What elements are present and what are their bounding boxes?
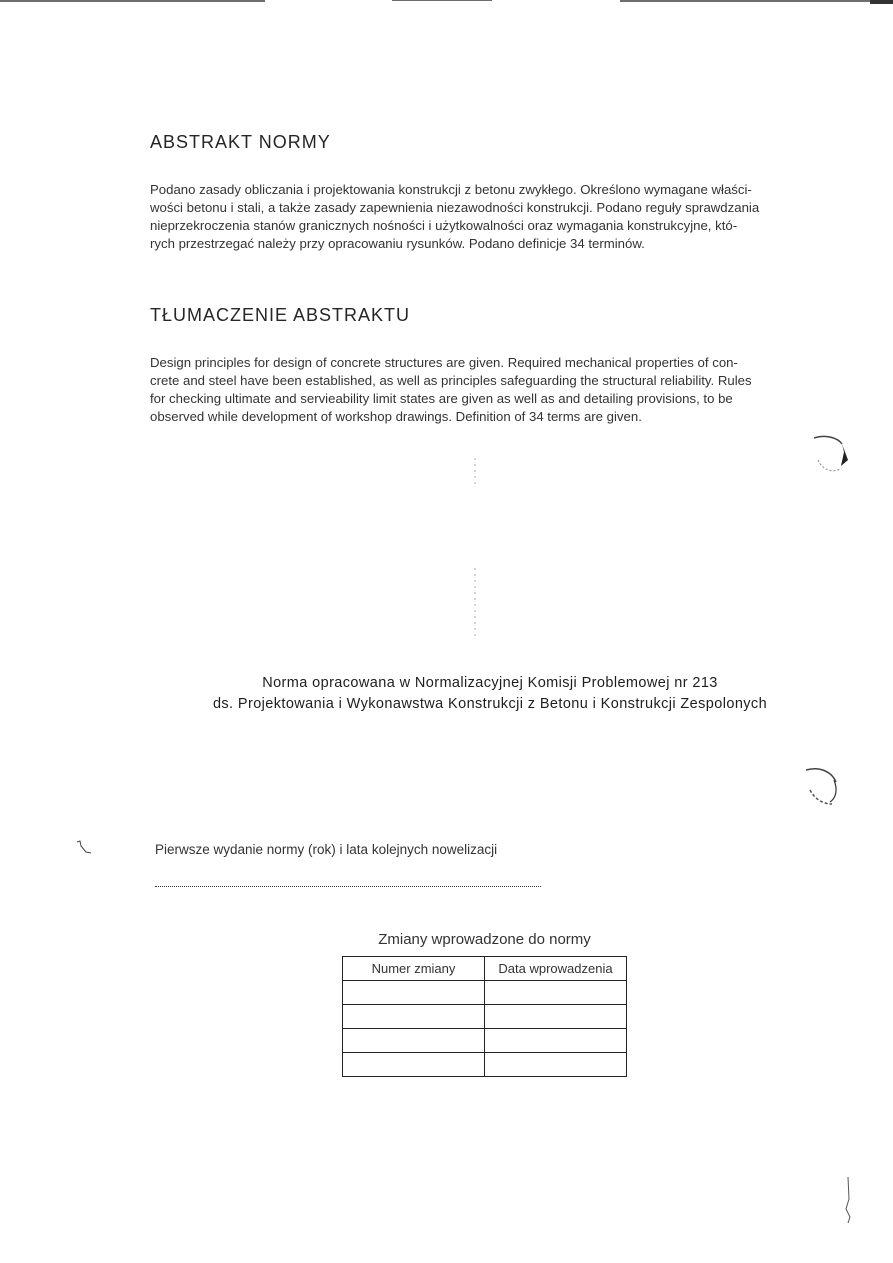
table-cell [485, 981, 627, 1005]
first-edition-label: Pierwsze wydanie normy (rok) i lata kolejnych nowelizacji [155, 842, 498, 857]
table-header-row [343, 957, 627, 981]
abstract-line: rych przestrzegać należy przy opracowaniu rysunków. Podano definicje 34 terminów. [150, 236, 645, 251]
binder-hole-mark [802, 764, 852, 814]
translation-paragraph [150, 354, 812, 426]
top-edge-rule [870, 0, 893, 4]
table-row [343, 1005, 627, 1029]
top-edge-rule [620, 0, 870, 2]
table-cell [343, 981, 485, 1005]
abstract-line: Podano zasady obliczania i projektowania konstrukcji z betonu zwykłego. Określono wymagane właści- [150, 182, 752, 197]
table-cell [343, 1029, 485, 1053]
table-cell [485, 1029, 627, 1053]
table-row [343, 1053, 627, 1077]
table-cell [343, 1053, 485, 1077]
abstract-paragraph [150, 181, 812, 253]
translation-line: observed while development of workshop drawings. Definition of 34 terms are given. [150, 409, 642, 424]
abstract-heading: ABSTRAKT NORMY [150, 132, 331, 152]
table-row [343, 1029, 627, 1053]
column-header-change-number: Numer zmiany [343, 957, 485, 981]
table-cell [485, 1053, 627, 1077]
pen-scribble [74, 838, 94, 858]
committee-line-2: ds. Projektowania i Wykonawstwa Konstrukcji z Betonu i Konstrukcji Zespolonych [212, 696, 768, 712]
abstract-line: nieprzekroczenia stanów granicznych nośności i użytkowalności oraz wymagania konstrukcyjne, któ- [150, 218, 738, 233]
translation-line: for checking ultimate and servieability limit states are given as well as and detailing provisions, to be [150, 391, 733, 406]
translation-line: crete and steel have been established, as well as principles safeguarding the structural reliability. Rules [150, 373, 752, 388]
changes-title: Zmiany wprowadzone do normy [378, 931, 591, 948]
committee-line-1: Norma opracowana w Normalizacyjnej Komisji Problemowej nr 213 [262, 675, 718, 691]
table-cell [485, 1005, 627, 1029]
committee-note [140, 673, 840, 715]
translation-heading: TŁUMACZENIE ABSTRAKTU [150, 305, 411, 325]
column-header-date: Data wprowadzenia [485, 957, 627, 981]
first-edition-dotted-line [155, 886, 541, 887]
abstract-line: wości betonu i stali, a także zasady zapewnienia niezawodności konstrukcji. Podano reguły sprawdzania [150, 200, 760, 215]
top-edge-rule [0, 0, 265, 2]
changes-table [342, 956, 627, 1077]
binder-hole-mark [808, 430, 858, 480]
translation-line: Design principles for design of concrete structures are given. Required mechanical properties of con- [150, 355, 738, 370]
top-edge-rule [392, 0, 492, 1]
fold-mark [472, 458, 478, 658]
table-row [343, 981, 627, 1005]
pen-scribble [840, 1175, 856, 1225]
table-cell [343, 1005, 485, 1029]
